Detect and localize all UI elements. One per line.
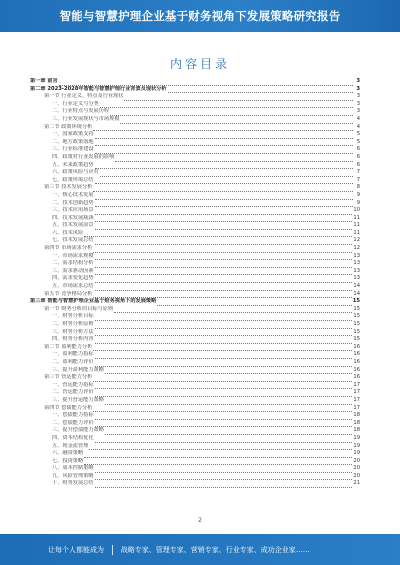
toc-entry-page: 19 bbox=[353, 450, 360, 457]
toc-entry-page: 4 bbox=[356, 115, 360, 122]
toc-leader-dots bbox=[95, 330, 353, 336]
toc-subsection[interactable] bbox=[30, 154, 360, 162]
toc-entry-title: 二、财务分析原则 bbox=[52, 321, 94, 327]
toc-subsection[interactable] bbox=[30, 389, 360, 397]
toc-subsection[interactable] bbox=[30, 359, 360, 367]
toc-entry-title: 一、财务分析目标 bbox=[52, 313, 94, 320]
toc-entry-page: 16 bbox=[353, 343, 360, 350]
toc-entry-title: 四、财务分析内容 bbox=[52, 336, 94, 343]
toc-entry-page: 20 bbox=[353, 457, 360, 464]
toc-entry-page: 17 bbox=[353, 381, 360, 388]
footer-bar bbox=[0, 534, 400, 565]
toc-entry-page: 11 bbox=[353, 214, 360, 221]
toc-entry-title: 四、资本结构优化 bbox=[52, 434, 94, 441]
toc-entry-title: 七、技术发展总结 bbox=[52, 237, 94, 244]
toc-leader-dots bbox=[168, 87, 353, 93]
toc-entry-title: 五、现金流管理 bbox=[52, 442, 89, 449]
toc-entry-title: 六、融资策略 bbox=[52, 450, 84, 457]
toc-leader-dots bbox=[114, 307, 352, 313]
toc-leader-dots bbox=[95, 216, 353, 222]
toc-entry-page: 5 bbox=[356, 131, 360, 138]
toc-leader-dots bbox=[95, 277, 353, 283]
toc-leader-dots bbox=[89, 444, 352, 450]
toc-chapter[interactable] bbox=[30, 298, 360, 306]
toc-entry-title: 第二节 政策环境分析 bbox=[44, 123, 93, 130]
toc-leader-dots bbox=[95, 323, 353, 329]
toc-entry-page: 13 bbox=[353, 275, 360, 282]
toc-subsection[interactable] bbox=[30, 192, 360, 200]
toc-entry-title: 三、行业标准建设 bbox=[52, 146, 94, 153]
toc-leader-dots bbox=[100, 102, 353, 108]
toc-subsection[interactable] bbox=[30, 108, 360, 116]
toc-entry-title: 第一章 前言 bbox=[30, 78, 58, 84]
toc-entry-page: 11 bbox=[353, 222, 360, 229]
toc-entry-page: 16 bbox=[353, 366, 360, 373]
toc-entry-page: 3 bbox=[356, 85, 360, 92]
toc-entry-page: 20 bbox=[353, 465, 360, 472]
toc-leader-dots bbox=[105, 429, 353, 435]
toc-entry-page: 6 bbox=[356, 161, 360, 168]
toc-section[interactable] bbox=[30, 344, 360, 352]
toc-leader-dots bbox=[95, 467, 353, 473]
toc-entry-title: 三、财务分析方法 bbox=[52, 328, 94, 335]
toc-subsection[interactable] bbox=[30, 275, 360, 283]
footer-divider bbox=[112, 545, 113, 555]
toc-leader-dots bbox=[124, 95, 353, 101]
toc-entry-title: 第三章 智能与智慧护理企业基于财务视角下的发展策略 bbox=[30, 298, 157, 305]
toc-entry-title: 一、营运能力指标 bbox=[52, 381, 94, 388]
toc-entry-page: 15 bbox=[353, 328, 360, 335]
toc-entry-page: 3 bbox=[356, 93, 360, 100]
toc-subsection[interactable] bbox=[30, 146, 360, 154]
toc-entry-page: 10 bbox=[353, 207, 360, 214]
toc-subsection[interactable] bbox=[30, 382, 360, 390]
page-number: 2 bbox=[198, 517, 202, 524]
toc-entry-page: 3 bbox=[356, 78, 360, 84]
toc-entry-title: 六、政策风险与应对 bbox=[52, 169, 99, 176]
toc-entry-title: 第二节 盈利能力分析 bbox=[44, 343, 93, 350]
toc-leader-dots bbox=[93, 186, 353, 192]
toc-leader-dots bbox=[84, 452, 352, 458]
toc-entry-page: 12 bbox=[353, 245, 360, 252]
toc-leader-dots bbox=[95, 338, 353, 344]
toc-leader-dots bbox=[93, 125, 353, 131]
toc-leader-dots bbox=[93, 376, 352, 382]
toc-entry-title: 一、核心技术发展 bbox=[52, 191, 94, 198]
toc-leader-dots bbox=[95, 437, 353, 443]
toc-entry-title: 第四节 偿债能力分析 bbox=[44, 404, 93, 411]
toc-entry-title: 三、技术应用场景 bbox=[52, 207, 94, 214]
report-title: 智能与智慧护理企业基于财务视角下发展策略研究报告 bbox=[59, 9, 341, 23]
toc-section[interactable] bbox=[30, 124, 360, 132]
toc-entry-title: 六、技术风险 bbox=[52, 229, 84, 236]
toc-leader-dots bbox=[95, 383, 353, 389]
toc-entry-title: 第二章 2023-2028年智能与智慧护理行业背景及现状分析 bbox=[30, 85, 167, 92]
toc-leader-dots bbox=[84, 231, 352, 237]
footer-slogan-left: 让每个人都能成为 bbox=[48, 546, 104, 554]
toc-entry-page: 3 bbox=[356, 100, 360, 107]
toc-entry-title: 二、地方政策落地 bbox=[52, 138, 94, 145]
toc-leader-dots bbox=[95, 361, 353, 367]
toc-entry-page: 20 bbox=[353, 472, 360, 479]
toc-leader-dots bbox=[93, 247, 352, 253]
toc-subsection[interactable] bbox=[30, 101, 360, 109]
toc-leader-dots bbox=[95, 163, 353, 169]
toc-entry-title: 第五节 竞争格局分析 bbox=[44, 290, 93, 297]
toc-leader-dots bbox=[105, 399, 353, 405]
toc-entry-page: 14 bbox=[353, 283, 360, 290]
toc-chapter[interactable] bbox=[30, 86, 360, 94]
toc-leader-dots bbox=[105, 368, 353, 374]
toc-entry-title: 四、技术发展瓶颈 bbox=[52, 214, 94, 221]
toc-entry-page: 15 bbox=[353, 305, 360, 312]
toc-leader-dots bbox=[120, 118, 353, 124]
toc-section[interactable] bbox=[30, 291, 360, 299]
toc-entry-title: 五、技术发展前景 bbox=[52, 222, 94, 229]
toc-subsection[interactable] bbox=[30, 450, 360, 458]
table-of-contents bbox=[30, 78, 360, 488]
toc-subsection[interactable] bbox=[30, 351, 360, 359]
toc-entry-title: 五、市场需求总结 bbox=[52, 283, 94, 290]
toc-leader-dots bbox=[93, 345, 352, 351]
toc-entry-page: 8 bbox=[356, 184, 360, 191]
toc-leader-dots bbox=[95, 474, 353, 480]
toc-subsection[interactable] bbox=[30, 465, 360, 473]
toc-leader-dots bbox=[95, 178, 353, 184]
toc-subsection[interactable] bbox=[30, 230, 360, 238]
toc-subsection[interactable] bbox=[30, 397, 360, 405]
toc-subsection[interactable] bbox=[30, 458, 360, 466]
toc-entry-title: 第一节 行业定义、特点及行业现状 bbox=[44, 93, 124, 100]
toc-entry-page: 15 bbox=[352, 298, 360, 305]
toc-section[interactable] bbox=[30, 184, 360, 192]
toc-entry-title: 二、需求结构分析 bbox=[52, 260, 94, 267]
toc-section[interactable] bbox=[30, 93, 360, 101]
toc-leader-dots bbox=[95, 262, 353, 268]
toc-entry-page: 15 bbox=[353, 336, 360, 343]
toc-entry-page: 21 bbox=[353, 480, 360, 487]
toc-leader-dots bbox=[95, 421, 353, 427]
toc-leader-dots bbox=[110, 110, 353, 116]
toc-entry-page: 13 bbox=[353, 252, 360, 259]
toc-entry-title: 第三节 技术发展分析 bbox=[44, 184, 93, 191]
toc-entry-page: 7 bbox=[356, 176, 360, 183]
toc-entry-title: 第一节 财务分析的目标与原则 bbox=[44, 305, 114, 312]
toc-leader-dots bbox=[95, 285, 353, 291]
toc-subsection[interactable] bbox=[30, 169, 360, 177]
toc-entry-title: 三、提升营运能力策略 bbox=[52, 396, 104, 403]
header-bar bbox=[0, 0, 400, 32]
toc-subsection[interactable] bbox=[30, 222, 360, 230]
toc-subsection[interactable] bbox=[30, 207, 360, 215]
toc-subsection[interactable] bbox=[30, 260, 360, 268]
toc-leader-dots bbox=[95, 254, 353, 260]
toc-entry-page: 3 bbox=[356, 108, 360, 115]
toc-entry-page: 16 bbox=[353, 374, 360, 381]
footer-slogan-right: 战略专家、管理专家、营销专家、行业专家、成功企业家…… bbox=[120, 546, 310, 554]
toc-subsection[interactable] bbox=[30, 367, 360, 375]
toc-leader-dots bbox=[95, 353, 353, 359]
toc-entry-title: 七、投资策略 bbox=[52, 457, 84, 464]
toc-entry-title: 五、未来政策趋势 bbox=[52, 161, 94, 168]
toc-subsection[interactable] bbox=[30, 336, 360, 344]
toc-leader-dots bbox=[84, 459, 352, 465]
toc-leader-dots bbox=[95, 140, 353, 146]
toc-entry-title: 第四节 市场需求分析 bbox=[44, 245, 93, 252]
toc-entry-page: 11 bbox=[353, 229, 360, 236]
toc-entry-title: 一、行业定义与分类 bbox=[52, 100, 99, 107]
toc-entry-page: 15 bbox=[353, 321, 360, 327]
toc-subsection[interactable] bbox=[30, 443, 360, 451]
toc-subsection[interactable] bbox=[30, 427, 360, 435]
toc-entry-page: 5 bbox=[356, 138, 360, 145]
toc-entry-page: 6 bbox=[356, 153, 360, 160]
toc-subsection[interactable] bbox=[30, 473, 360, 481]
toc-subsection[interactable] bbox=[30, 435, 360, 443]
toc-entry-title: 一、市场需求规模 bbox=[52, 252, 94, 259]
toc-leader-dots bbox=[95, 201, 353, 207]
toc-entry-title: 二、营运能力评价 bbox=[52, 389, 94, 396]
toc-entry-page: 9 bbox=[356, 191, 360, 198]
toc-leader-dots bbox=[95, 209, 353, 215]
toc-leader-dots bbox=[95, 269, 353, 275]
toc-entry-title: 三、行业发展现状与市场规模 bbox=[52, 115, 120, 122]
toc-chapter[interactable] bbox=[30, 78, 360, 86]
toc-heading: 内容目录 bbox=[169, 57, 230, 71]
toc-entry-title: 一、偿债能力指标 bbox=[52, 412, 94, 419]
toc-entry-page: 4 bbox=[356, 123, 360, 130]
toc-leader-dots bbox=[95, 315, 353, 321]
toc-entry-page: 13 bbox=[353, 260, 360, 267]
toc-entry-page: 19 bbox=[353, 442, 360, 449]
toc-leader-dots bbox=[93, 406, 352, 412]
toc-subsection[interactable] bbox=[30, 268, 360, 276]
toc-entry-title: 七、政策环境总结 bbox=[52, 176, 94, 183]
toc-entry-title: 四、政策对行业发展的影响 bbox=[52, 153, 115, 160]
toc-leader-dots bbox=[95, 391, 353, 397]
toc-entry-page: 18 bbox=[353, 427, 360, 434]
toc-entry-page: 17 bbox=[353, 396, 360, 403]
toc-section[interactable] bbox=[30, 306, 360, 314]
toc-subsection[interactable] bbox=[30, 131, 360, 139]
toc-entry-title: 一、国家政策支持 bbox=[52, 131, 94, 138]
toc-leader-dots bbox=[95, 148, 353, 154]
toc-entry-title: 二、技术创新趋势 bbox=[52, 199, 94, 206]
toc-section[interactable] bbox=[30, 374, 360, 382]
toc-leader-dots bbox=[100, 171, 353, 177]
toc-entry-title: 第三节 营运能力分析 bbox=[44, 374, 93, 381]
toc-subsection[interactable] bbox=[30, 177, 360, 185]
toc-entry-title: 三、提升盈利能力策略 bbox=[52, 366, 104, 373]
toc-entry-title: 八、成本控制策略 bbox=[52, 465, 94, 472]
footer-slogan bbox=[48, 545, 310, 555]
toc-entry-page: 16 bbox=[353, 351, 360, 358]
toc-entry-page: 18 bbox=[353, 412, 360, 419]
toc-entry-page: 6 bbox=[356, 146, 360, 153]
toc-subsection[interactable] bbox=[30, 283, 360, 291]
toc-entry-title: 十、财务发展总结 bbox=[52, 480, 94, 487]
toc-leader-dots bbox=[95, 224, 353, 230]
toc-entry-page: 12 bbox=[353, 237, 360, 244]
toc-entry-title: 三、提升偿债能力策略 bbox=[52, 427, 104, 434]
toc-entry-title: 二、盈利能力评价 bbox=[52, 358, 94, 365]
toc-entry-page: 9 bbox=[356, 199, 360, 206]
toc-entry-page: 19 bbox=[353, 434, 360, 441]
toc-entry-page: 15 bbox=[353, 313, 360, 320]
toc-subsection[interactable] bbox=[30, 237, 360, 245]
toc-entry-title: 一、盈利能力指标 bbox=[52, 351, 94, 358]
toc-subsection[interactable] bbox=[30, 329, 360, 337]
toc-entry-title: 二、偿债能力评价 bbox=[52, 419, 94, 426]
toc-subsection[interactable] bbox=[30, 253, 360, 261]
toc-subsection[interactable] bbox=[30, 139, 360, 147]
toc-subsection[interactable] bbox=[30, 480, 360, 488]
toc-entry-page: 13 bbox=[353, 267, 360, 274]
toc-leader-dots bbox=[95, 414, 353, 420]
toc-entry-page: 7 bbox=[356, 169, 360, 176]
toc-leader-dots bbox=[95, 133, 353, 139]
toc-subsection[interactable] bbox=[30, 200, 360, 208]
toc-entry-title: 二、行业特点与发展历程 bbox=[52, 108, 110, 115]
toc-leader-dots bbox=[115, 156, 353, 162]
toc-entry-page: 18 bbox=[353, 419, 360, 426]
toc-subsection[interactable] bbox=[30, 321, 360, 329]
toc-subsection[interactable] bbox=[30, 116, 360, 124]
toc-leader-dots bbox=[95, 482, 353, 488]
toc-subsection[interactable] bbox=[30, 313, 360, 321]
toc-entry-page: 16 bbox=[353, 358, 360, 365]
toc-subsection[interactable] bbox=[30, 420, 360, 428]
toc-entry-title: 四、需求变化趋势 bbox=[52, 275, 94, 282]
toc-leader-dots bbox=[95, 194, 353, 200]
toc-section[interactable] bbox=[30, 405, 360, 413]
toc-entry-title: 三、需求驱动因素 bbox=[52, 267, 94, 274]
toc-subsection[interactable] bbox=[30, 215, 360, 223]
toc-entry-page: 14 bbox=[353, 290, 360, 297]
toc-subsection[interactable] bbox=[30, 162, 360, 170]
toc-entry-title: 九、风险管理策略 bbox=[52, 472, 94, 479]
toc-section[interactable] bbox=[30, 245, 360, 253]
toc-entry-page: 17 bbox=[353, 389, 360, 396]
toc-leader-dots bbox=[95, 239, 353, 245]
toc-subsection[interactable] bbox=[30, 412, 360, 420]
toc-leader-dots bbox=[157, 300, 351, 306]
toc-entry-page: 17 bbox=[353, 404, 360, 411]
